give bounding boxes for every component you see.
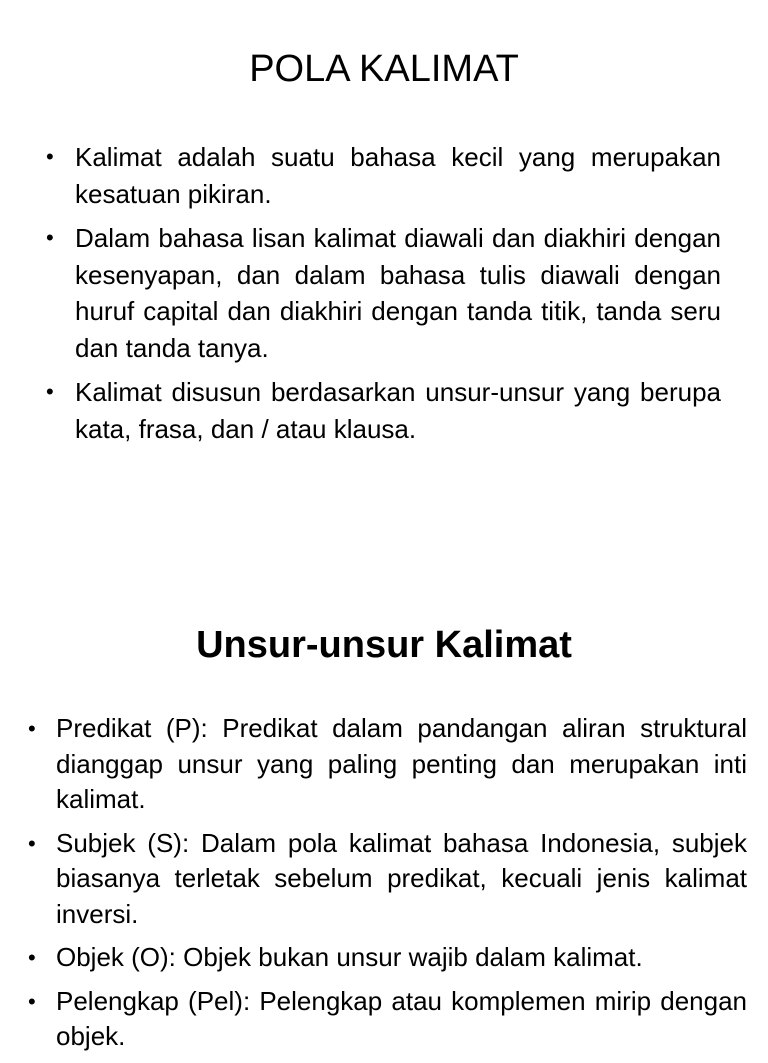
- bullet-icon: •: [28, 716, 36, 741]
- list-item-text: Pelengkap (Pel): Pelengkap atau komplemen mirip dengan objek.: [56, 985, 747, 1051]
- list-item: [28, 940, 747, 976]
- bullet-icon: •: [46, 144, 54, 169]
- list-item: [46, 220, 721, 366]
- bullet-list: [28, 711, 747, 1063]
- list-item: [28, 711, 747, 818]
- list-item-text: Objek (O): Objek bukan unsur wajib dalam kalimat.: [56, 942, 643, 972]
- list-item-text: Dalam bahasa lisan kalimat diawali dan diakhiri dengan kesenyapan, dan dalam bahasa tulis diawali dengan huruf capital dan diakhiri dengan tanda titik, tanda seru dan tanda tanya.: [75, 223, 721, 363]
- slide-unsur-kalimat: [0, 560, 768, 1051]
- slide-title: Unsur-unsur Kalimat: [196, 624, 572, 666]
- list-item: [28, 826, 747, 933]
- bullet-icon: •: [28, 988, 36, 1014]
- list-item-text: Kalimat disusun berdasarkan unsur-unsur yang berupa kata, frasa, dan / atau klausa.: [75, 377, 721, 444]
- list-item: [46, 139, 721, 212]
- slide-title: POLA KALIMAT: [249, 48, 519, 90]
- list-item: [28, 984, 747, 1055]
- bullet-icon: •: [28, 830, 36, 856]
- bullet-list: [46, 139, 721, 455]
- list-item-text: Subjek (S): Dalam pola kalimat bahasa Indonesia, subjek biasanya terletak sebelum predikat, kecuali jenis kalimat inversi.: [56, 827, 747, 929]
- bullet-icon: •: [28, 945, 36, 970]
- list-item-text: Predikat (P): Predikat dalam pandangan aliran struktural dianggap unsur yang paling penting dan merupakan inti kalimat.: [56, 713, 747, 814]
- bullet-icon: •: [46, 379, 54, 404]
- list-item: [46, 374, 721, 447]
- bullet-icon: •: [46, 225, 54, 250]
- list-item-text: Kalimat adalah suatu bahasa kecil yang merupakan kesatuan pikiran.: [75, 142, 721, 209]
